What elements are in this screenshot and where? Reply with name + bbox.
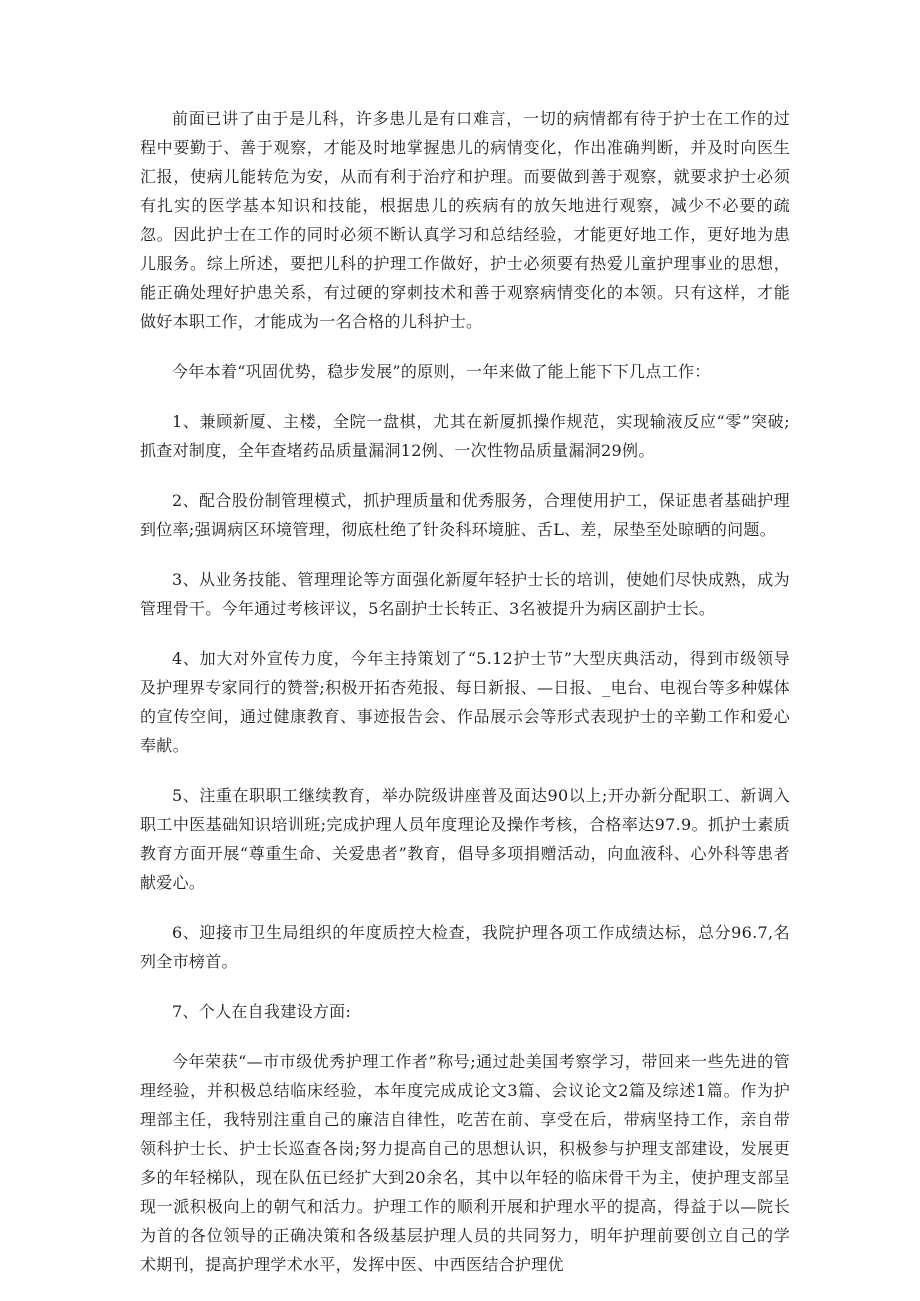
paragraph-observation: 前面已讲了由于是儿科，许多患儿是有口难言，一切的病情都有待于护士在工作的过程中要勤于、善于观察，才能及时地掌握患儿的病情变化，作出准确判断，并及时向医生汇报，使病儿能转危为安，从而有利于治疗和护理。而要做到善于观察，就要求护士必须有扎实的医学基本知识和技能，根据患儿的疾病有的放矢地进行观察，减少不必要的疏忽。因此护士在工作的同时必须不断认真学习和总结经验，才能更好地工作，更好地为患儿服务。综上所述，要把儿科的护理工作做好，护士必须要有热爱儿童护理事业的思想，能正确处理好护患关系，有过硬的穿刺技术和善于观察病情变化的本领。只有这样，才能做好本职工作，才能成为一名合格的儿科护士。 [140,109,790,331]
paragraph-item-2: 2、配合股份制管理模式，抓护理质量和优秀服务，合理使用护工，保证患者基础护理到位率;强调病区环境管理，彻底杜绝了针灸科环境脏、舌L、差，尿垫至处晾晒的问题。 [140,491,790,539]
paragraph-personal: 今年荣获“—市市级优秀护理工作者”称号;通过赴美国考察学习，带回来一些先进的管理经验，并积极总结临床经验，本年度完成成论文3篇、会议论文2篇及综述1篇。作为护理部主任，我特别注重自己的廉洁自律性，吃苦在前、享受在后，带病坚持工作，亲自带领科护士长、护士长巡查各岗;努力提高自己的思想认识，积极参与护理支部建设，发展更多的年轻梯队，现在队伍已经扩大到20余名，其中以年轻的临床骨干为主，使护理支部呈现一派积极向上的朝气和活力。护理工作的顺利开展和护理水平的提高，得益于以—院长为首的各位领导的正确决策和各级基层护理人员的共同努力，明年护理前要创立自己的学术期刊，提高护理学术水平，发挥中医、中西医结合护理优 [140,1052,790,1274]
paragraph-item-4: 4、加大对外宣传力度，今年主持策划了“5.12护士节”大型庆典活动，得到市级领导及护理界专家同行的赞誉;积极开拓杏苑报、每日新报、—日报、_电台、电视台等多种媒体的宣传空间，通过健康教育、事迹报告会、作品展示会等形式表现护士的辛勤工作和爱心奉献。 [140,649,790,755]
paragraph-item-5: 5、注重在职职工继续教育，举办院级讲座普及面达90以上;开办新分配职工、新调入职工中医基础知识培训班;完成护理人员年度理论及操作考核，合格率达97.9。抓护士素质教育方面开展“尊重生命、关爱患者”教育，倡导多项捐赠活动，向血液科、心外科等患者献爱心。 [140,786,790,892]
paragraph-item-6: 6、迎接市卫生局组织的年度质控大检查，我院护理各项工作成绩达标，总分96.7,名列全市榜首。 [140,923,790,971]
paragraph-item-1: 1、兼顾新厦、主楼，全院一盘棋，尤其在新厦抓操作规范，实现输液反应“零”突破;抓查对制度，全年查堵药品质量漏洞12例、一次性物品质量漏洞29例。 [140,412,790,460]
paragraph-principle: 今年本着“巩固优势，稳步发展”的原则，一年来做了能上能下下几点工作： [172,362,711,381]
paragraph-item-3: 3、从业务技能、管理理论等方面强化新厦年轻护士长的培训，使她们尽快成熟，成为管理骨干。今年通过考核评议，5名副护士长转正、3名被提升为病区副护士长。 [140,570,790,618]
document-body [140,104,790,1279]
paragraph-item-7: 7、个人在自我建设方面: [172,1002,352,1021]
